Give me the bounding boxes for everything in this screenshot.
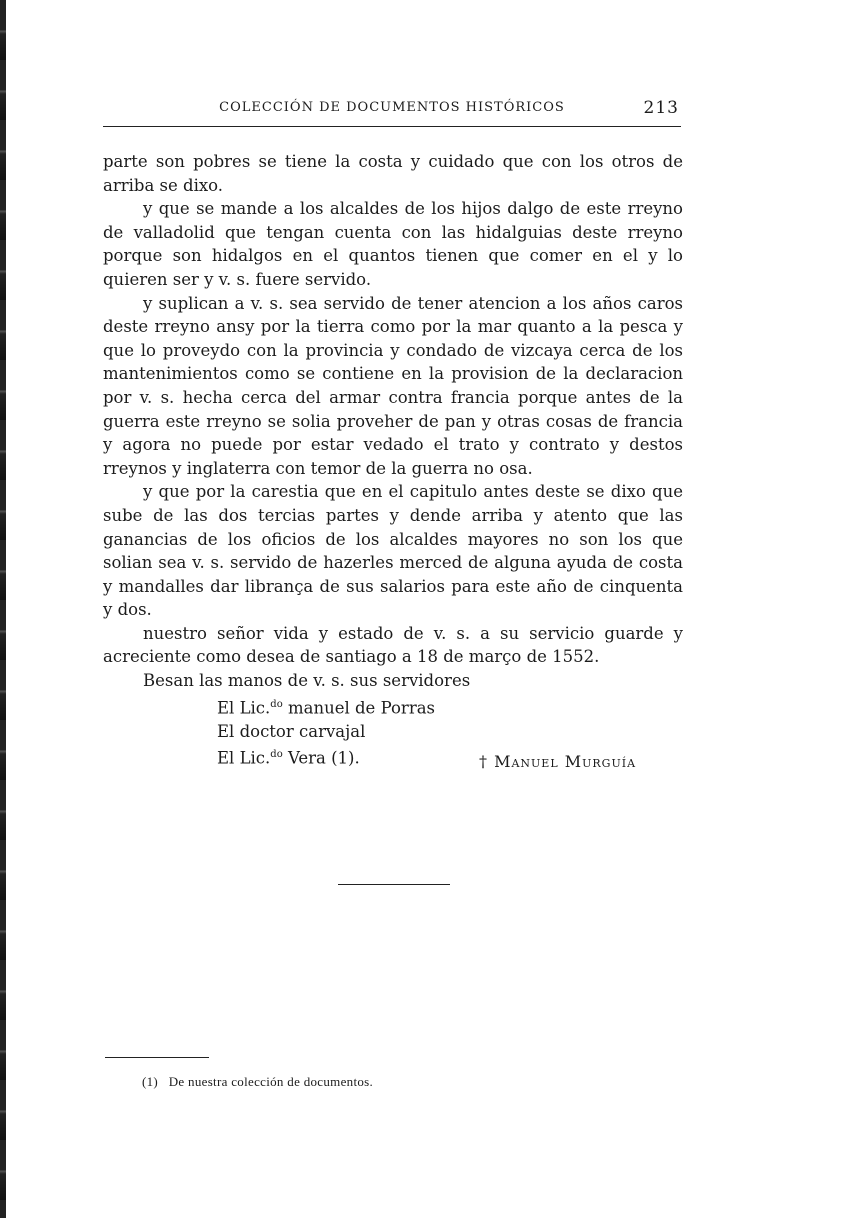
closing-line: Besan las manos de v. s. sus servidores [143,671,471,691]
footnote-marker: (1) [142,1074,159,1089]
section-end-rule [338,884,450,885]
paragraph: y suplican a v. s. sea servido de tener atencion a los años caros deste rreyno ansy por la tierra como por la mar quanto a la pesca y que lo proveydo con la provincia y condado de vizcaya cerca de los mantenimientos como se contiene en la provision de la declaracion por v. s. hecha cerca del armar contra francia porque antes de la guerra este rreyno se solia proveher de pan y otras cosas de francia y agora no puede por estar vedado el trato y contrato y destos rreynos y inglaterra con temor de la guerra no osa. [103,293,683,478]
signer-line [103,693,683,720]
author-signature: † Manuel Murguía [479,752,637,771]
body-text [103,150,683,770]
footnote-text: De nuestra colección de documentos. [168,1074,374,1089]
paragraph: nuestro señor vida y estado de v. s. a su servicio guarde y acreciente como desea de santiago a 18 de março de 1552. [103,623,683,667]
signer-name: manuel de Porras [287,698,436,718]
page-edge-shadow [0,0,6,1218]
signer-name: Vera (1). [287,748,360,768]
paragraph: y que se mande a los alcaldes de los hijos dalgo de este rreyno de valladolid que tengan cuenta con las hidalguias deste rreyno porque son hidalgos en el quantos tienen que comer en el y lo quieren ser y v. s. fuere servido. [103,199,683,289]
running-title: COLECCIÓN DE DOCUMENTOS HISTÓRICOS [219,100,565,115]
abbreviation-superscript: do [270,698,283,710]
header-rule [103,126,681,127]
paragraph: y que por la carestia que en el capitulo antes deste se dixo que sube de las dos tercias partes y dende arriba y atento que las ganancias de los oficios de los alcaldes mayores no son los que solian sea v. s. servido de hazerles merced de alguna ayuda de costa y mandalles dar librança de sus salarios para este año de cinquenta y dos. [103,482,683,620]
footnote [142,1074,373,1090]
page-number: 213 [643,98,679,118]
paragraph: parte son pobres se tiene la costa y cuidado que con los otros de arriba se dixo. [103,152,683,195]
signer-title: El Lic. [217,698,271,718]
page-header [103,98,681,120]
signer-line: El doctor carvajal [217,721,366,741]
signer-title: El Lic. [217,748,271,768]
abbreviation-superscript: do [270,749,283,761]
footnote-rule [105,1057,209,1058]
